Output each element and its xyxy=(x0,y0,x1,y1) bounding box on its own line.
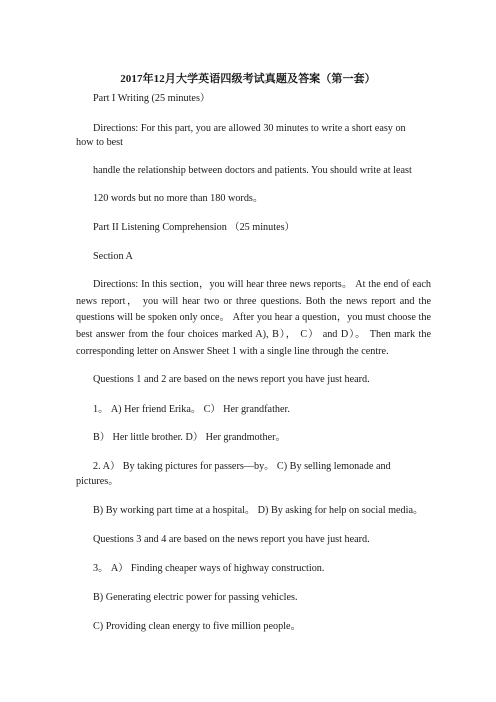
question-1-line2: B） Her little brother. D） Her grandmother。 xyxy=(93,432,286,443)
questions-3-4-intro: Questions 3 and 4 are based on the news report you have just heard. xyxy=(93,534,370,545)
part2-heading: Part II Listening Comprehension （25 minutes） xyxy=(93,222,295,233)
question-3-line1: 3。 A） Finding cheaper ways of highway construction. xyxy=(93,563,325,574)
question-2-line1: 2. A） By taking pictures for passers—by。 C) By selling lemonade and xyxy=(93,461,391,472)
directions-writing-line2: how to best xyxy=(76,137,123,148)
questions-1-2-intro: Questions 1 and 2 are based on the news report you have just heard. xyxy=(93,374,370,385)
directions-listening: Directions: In this section，you will hear three news reports。 At the end of each news report， you will hear two or three questions. Both the news report and the questions will be spoken only once。 After you hear a question，you must choose the best answer from the four choices marked A), B）， C） and D）。 Then mark the corresponding letter on Answer Sheet 1 with a single line through the centre. xyxy=(76,279,431,357)
directions-writing-line4: 120 words but no more than 180 words。 xyxy=(93,193,264,204)
document-title: 2017年12月大学英语四级考试真题及答案（第一套） xyxy=(120,73,376,85)
question-3-line3: C) Providing clean energy to five million people。 xyxy=(93,621,301,632)
question-2-line2: pictures。 xyxy=(76,476,119,487)
section-a-heading: Section A xyxy=(93,251,133,262)
directions-writing-line1: Directions: For this part, you are allowed 30 minutes to write a short easy on xyxy=(93,123,406,134)
part1-heading: Part I Writing (25 minutes） xyxy=(93,93,211,104)
question-3-line2: B) Generating electric power for passing vehicles. xyxy=(93,592,298,603)
directions-writing-line3: handle the relationship between doctors and patients. You should write at least xyxy=(93,165,412,176)
question-2-line3: B) By working part time at a hospital。 D) By asking for help on social media。 xyxy=(93,505,424,516)
question-1-line1: 1。 A) Her friend Erika。 C） Her grandfather. xyxy=(93,404,290,415)
